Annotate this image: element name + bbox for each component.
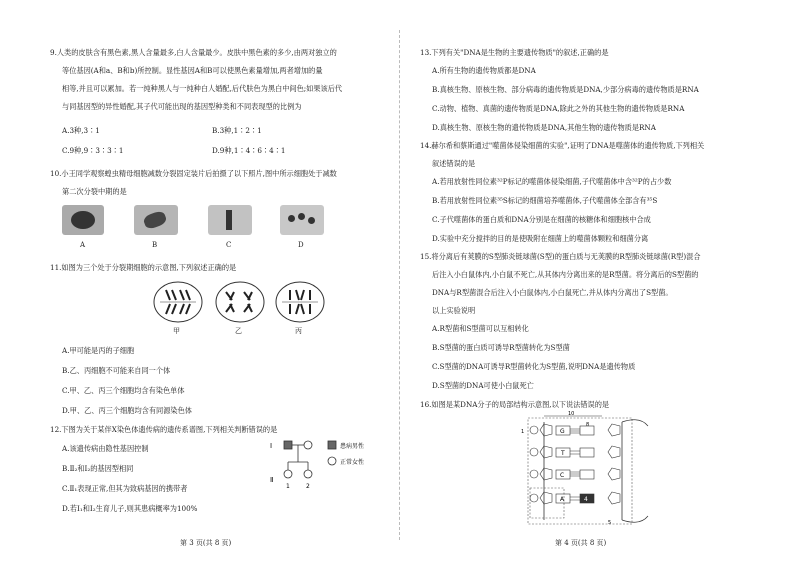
pedigree-i1-affected-male — [284, 441, 292, 449]
footer-page-3: 第 3 页(共 8 页) — [180, 539, 232, 547]
q13-option-b: B.真核生物、原核生物、部分病毒的遗传物质是DNA,少部分病毒的遗传物质是RNA — [432, 85, 699, 94]
q11-cell-bing — [276, 282, 324, 322]
q14-option-d: D.实验中充分搅拌的目的是使吸附在细菌上的噬菌体颗粒和细菌分离 — [432, 234, 649, 243]
q9-line2: 等位基因(A和a、B和b)所控制。显性基因A和B可以使黑色素量增加,两者增加的量 — [62, 66, 323, 75]
dna-num-1: 1 — [521, 429, 525, 435]
q12-pedigree — [268, 438, 388, 498]
dna-row-3 — [530, 468, 620, 480]
dna-base-t: T — [561, 450, 565, 457]
q10-micrograph-c — [208, 205, 252, 235]
q11-label-jia: 甲 — [173, 327, 180, 335]
q9-line1: 9.人类的皮肤含有黑色素,黑人含量最多,白人含量最少。皮肤中黑色素的多少,由两对独立的 — [50, 48, 337, 57]
pedigree-ii1 — [284, 470, 292, 478]
q10-line2: 第二次分裂中期的是 — [62, 187, 127, 196]
dna-row-2 — [530, 446, 620, 458]
pedigree-gen-1: Ⅰ — [270, 442, 273, 450]
q14-option-b: B.若用放射性同位素³⁵S标记的细菌培养噬菌体,子代噬菌体全部含有³⁵S — [432, 196, 658, 205]
dna-base-a: A — [560, 496, 565, 503]
q11-option-d: D.甲、乙、丙三个细胞均含有同源染色体 — [62, 406, 192, 415]
q15-line3: DNA与R型菌混合后注入小白鼠体内,小白鼠死亡,并从体内分离出了S型菌。 — [432, 288, 673, 297]
q10-micrograph-a — [62, 205, 104, 235]
q15-option-c: C.S型菌的DNA可诱导R型菌转化为S型菌,说明DNA是遗传物质 — [432, 362, 636, 371]
q9-option-c: C.9种,9∶3∶3∶1 — [62, 146, 124, 155]
q13-option-a: A.所有生物的遗传物质都是DNA — [432, 66, 536, 75]
q11-cell-jia — [154, 282, 202, 322]
q16-dna-diagram — [522, 412, 672, 530]
q12-option-c: C.Ⅱ₁表现正常,但其为致病基因的携带者 — [62, 484, 188, 493]
q9-line4: 与同基因型的异性婚配,其子代可能出现的基因型种类和不同表现型的比例为 — [62, 102, 302, 111]
q12-option-d: D.若Ⅰ₁和Ⅰ₂生育儿子,则其患病概率为100% — [62, 504, 198, 513]
q9-line3: 相等,并且可以累加。若一纯种黑人与一纯种白人婚配,后代肤色为黑白中间色;如果该后代 — [62, 84, 343, 93]
dna-base-c: C — [560, 472, 565, 479]
q12-option-b: B.Ⅱ₂和Ⅰ₂的基因型相同 — [62, 464, 134, 473]
dna-row-4 — [530, 488, 620, 518]
dna-num-8: 8 — [586, 422, 590, 428]
q10-label-c: C — [226, 241, 232, 249]
dna-num-10: 10 — [568, 411, 575, 417]
q11-option-b: B.乙、丙细胞不可能来自同一个体 — [62, 366, 171, 375]
q10-label-a: A — [80, 241, 86, 249]
q14-option-c: C.子代噬菌体的蛋白质和DNA分别是在细菌的核糖体和细胞核中合成 — [432, 215, 651, 224]
q15-option-b: B.S型菌的蛋白质可诱导R型菌转化为S型菌 — [432, 343, 570, 352]
pedigree-gen-2: Ⅱ — [270, 476, 274, 484]
q10-line1: 10.小王同学观察蝗虫精母细胞减数分裂固定装片后拍摄了以下照片,图中所示细胞处于减数 — [50, 169, 337, 178]
pedigree-ii-num-2: 2 — [306, 483, 310, 490]
q12-option-a: A.该遗传病由隐性基因控制 — [62, 444, 149, 453]
q9-option-a: A.3种,3∶1 — [62, 126, 100, 135]
q14-line1: 14.赫尔希和蔡斯通过"噬菌体侵染细菌的实验",证明了DNA是噬菌体的遗传物质,下列相关 — [420, 141, 705, 150]
page-divider — [399, 30, 400, 540]
q11-cell-yi — [216, 282, 264, 322]
q13-line1: 13.下列有关"DNA是生物的主要遗传物质"的叙述,正确的是 — [420, 48, 609, 57]
q11-line1: 11.如图为三个处于分裂期细胞的示意图,下列叙述正确的是 — [50, 263, 237, 272]
q15-line2: 后注入小白鼠体内,小白鼠不死亡,从其体内分离出来的是R型菌。将分离后的S型菌的 — [432, 270, 699, 279]
q11-label-yi: 乙 — [235, 327, 242, 335]
q13-option-c: C.动物、植物、真菌的遗传物质是DNA,除此之外的其他生物的遗传物质是RNA — [432, 104, 685, 113]
right-page — [420, 0, 770, 562]
q10-label-d: D — [298, 241, 304, 249]
dna-row-1 — [521, 424, 620, 436]
pedigree-ii2 — [304, 470, 312, 478]
footer-page-4: 第 4 页(共 8 页) — [555, 539, 607, 547]
pedigree-ii-num-1: 1 — [286, 483, 290, 490]
q10-label-b: B — [152, 241, 158, 249]
legend-affected-male: 患病男性 — [340, 443, 365, 450]
q11-option-a: A.甲可能是丙的子细胞 — [62, 346, 135, 355]
q10-micrograph-b — [134, 205, 178, 235]
q9-option-d: D.9种,1∶4∶6∶4∶1 — [212, 146, 286, 155]
legend-affected-male-icon — [328, 441, 336, 449]
q15-option-a: A.R型菌和S型菌可以互相转化 — [432, 324, 529, 333]
pedigree-i2-normal-female — [304, 441, 312, 449]
q13-option-d: D.真核生物、原核生物的遗传物质是DNA,其他生物的遗传物质是RNA — [432, 123, 656, 132]
legend-normal-female: 正常女性 — [340, 459, 365, 466]
dna-num-5: 5 — [608, 520, 612, 526]
q11-option-c: C.甲、乙、丙三个细胞均含有染色单体 — [62, 386, 185, 395]
legend-normal-female-icon — [328, 457, 336, 465]
q15-option-d: D.S型菌的DNA可使小白鼠死亡 — [432, 381, 534, 390]
q14-option-a: A.若用放射性同位素³²P标记的噬菌体侵染细菌,子代噬菌体中含³²P的占少数 — [432, 177, 672, 186]
left-page — [50, 0, 395, 562]
q16-line1: 16.如图是某DNA分子的局部结构示意图,以下说法错误的是 — [420, 400, 610, 409]
q15-line1: 15.将分离后有荚膜的S型肺炎链球菌(S型)的蛋白质与无荚膜的R型肺炎链球菌(R型)混合 — [420, 252, 701, 261]
q15-line4: 以上实验说明 — [432, 306, 476, 315]
dna-num-4: 4 — [584, 496, 588, 503]
q14-line2: 叙述错误的是 — [432, 159, 476, 168]
q9-option-b: B.3种,1∶2∶1 — [212, 126, 262, 135]
q12-line1: 12.下图为关于某伴X染色体遗传病的遗传系谱图,下列相关判断错误的是 — [50, 425, 278, 434]
q10-micrograph-d — [280, 205, 324, 235]
q11-label-bing: 丙 — [295, 327, 302, 335]
dna-base-g: G — [560, 428, 565, 435]
